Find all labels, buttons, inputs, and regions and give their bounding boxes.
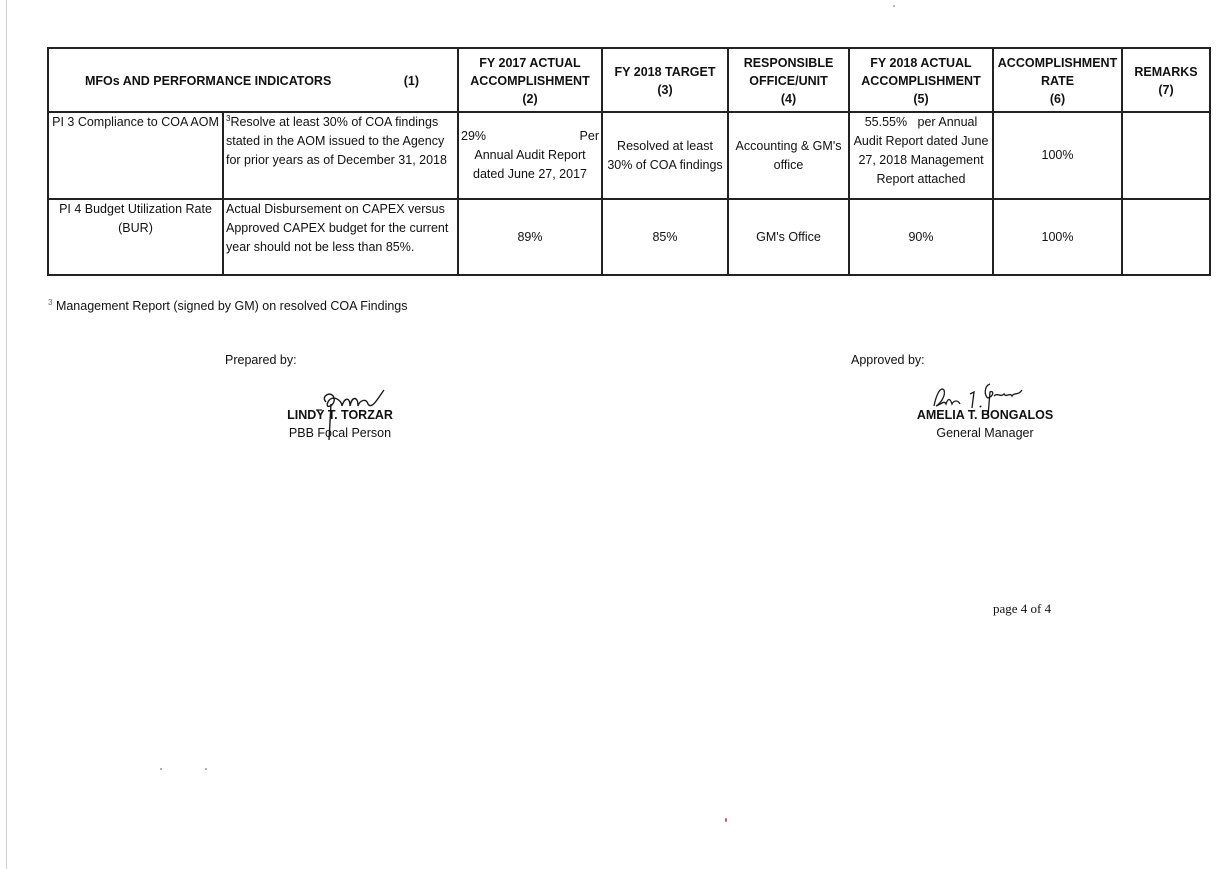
footnote — [48, 298, 408, 313]
header-num: (5) — [913, 92, 929, 106]
fy2018-actual-value: 55.55% — [864, 115, 908, 129]
remarks-cell — [1122, 199, 1210, 275]
responsible-office-cell: Accounting & GM's office — [728, 112, 849, 199]
header-num: (6) — [1049, 92, 1066, 106]
header-line: RESPONSIBLE — [743, 56, 834, 70]
preparer-name: LINDY T. TORZAR — [287, 408, 393, 422]
remarks-cell — [1122, 112, 1210, 199]
header-num: (4) — [780, 92, 797, 106]
scan-speck — [205, 768, 207, 770]
fy2017-actual-word: Per — [579, 129, 599, 143]
header-fy2018-target — [602, 48, 728, 112]
fy2017-actual-cell — [458, 112, 602, 199]
header-line: ACCOMPLISHMENT — [861, 74, 981, 88]
description-cell: Actual Disbursement on CAPEX versus Approved CAPEX budget for the current year should not be less than 85%. — [223, 199, 458, 275]
header-responsible-office — [728, 48, 849, 112]
header-mfo — [48, 48, 458, 112]
fy2018-target-cell: Resolved at least 30% of COA findings — [602, 112, 728, 199]
header-num: (2) — [522, 92, 538, 106]
footnote-mark: 3 — [226, 113, 231, 123]
header-fy2017-actual — [458, 48, 602, 112]
footnote-number: 3 — [48, 298, 53, 307]
table-header-row — [48, 48, 1210, 112]
scan-speck — [160, 768, 162, 770]
fy2018-actual-cell: 90% — [849, 199, 993, 275]
header-line: REMARKS — [1134, 65, 1198, 79]
header-num: (3) — [657, 83, 673, 97]
preparer-block — [240, 406, 440, 442]
header-remarks — [1122, 48, 1210, 112]
scan-speck — [893, 5, 895, 7]
description-text: Resolve at least 30% of COA findings stated in the AOM issued to the Agency for prior years as of December 31, 2018 — [226, 115, 447, 167]
approved-by-label: Approved by: — [851, 353, 925, 367]
preparer-title: PBB Focal Person — [288, 426, 392, 440]
table-row — [48, 112, 1210, 199]
responsible-office-cell: GM's Office — [728, 199, 849, 275]
header-mfo-num: (1) — [403, 74, 419, 88]
fy2017-actual-value: 29% — [461, 129, 487, 143]
fy2017-actual-cell: 89% — [458, 199, 602, 275]
header-line: RATE — [1040, 74, 1075, 88]
scan-speck — [725, 818, 727, 822]
approver-name: AMELIA T. BONGALOS — [916, 408, 1054, 422]
approver-block — [885, 406, 1085, 442]
header-line: FY 2017 ACTUAL — [479, 56, 581, 70]
header-mfo-title: MFOs AND PERFORMANCE INDICATORS — [85, 74, 332, 88]
header-line: FY 2018 ACTUAL — [870, 56, 972, 70]
accomplishment-rate-cell: 100% — [993, 199, 1122, 275]
fy2018-actual-rest: per Annual Audit Report dated June 27, 2018 Management Report attached — [853, 115, 989, 186]
header-line: OFFICE/UNIT — [749, 74, 828, 88]
header-accomplishment-rate — [993, 48, 1122, 112]
header-line: ACCOMPLISHMENT — [470, 74, 590, 88]
indicator-cell: PI 3 Compliance to COA AOM — [48, 112, 223, 199]
header-num: (7) — [1158, 83, 1174, 97]
approver-title: General Manager — [936, 426, 1034, 440]
footnote-text: Management Report (signed by GM) on resolved COA Findings — [55, 299, 408, 314]
scan-edge-line — [6, 0, 7, 869]
table-row — [48, 199, 1210, 275]
description-cell — [223, 112, 458, 199]
fy2018-actual-cell — [849, 112, 993, 199]
header-fy2018-actual — [849, 48, 993, 112]
page-number: page 4 of 4 — [993, 601, 1052, 616]
header-line: ACCOMPLISHMENT — [997, 56, 1118, 70]
performance-table — [47, 47, 1211, 276]
fy2017-actual-top-line — [461, 127, 599, 146]
header-line: FY 2018 TARGET — [614, 65, 716, 79]
fy2018-target-cell: 85% — [602, 199, 728, 275]
accomplishment-rate-cell: 100% — [993, 112, 1122, 199]
prepared-by-label: Prepared by: — [225, 353, 297, 367]
indicator-cell: PI 4 Budget Utilization Rate (BUR) — [48, 199, 223, 275]
fy2017-actual-rest: Annual Audit Report dated June 27, 2017 — [473, 148, 587, 181]
